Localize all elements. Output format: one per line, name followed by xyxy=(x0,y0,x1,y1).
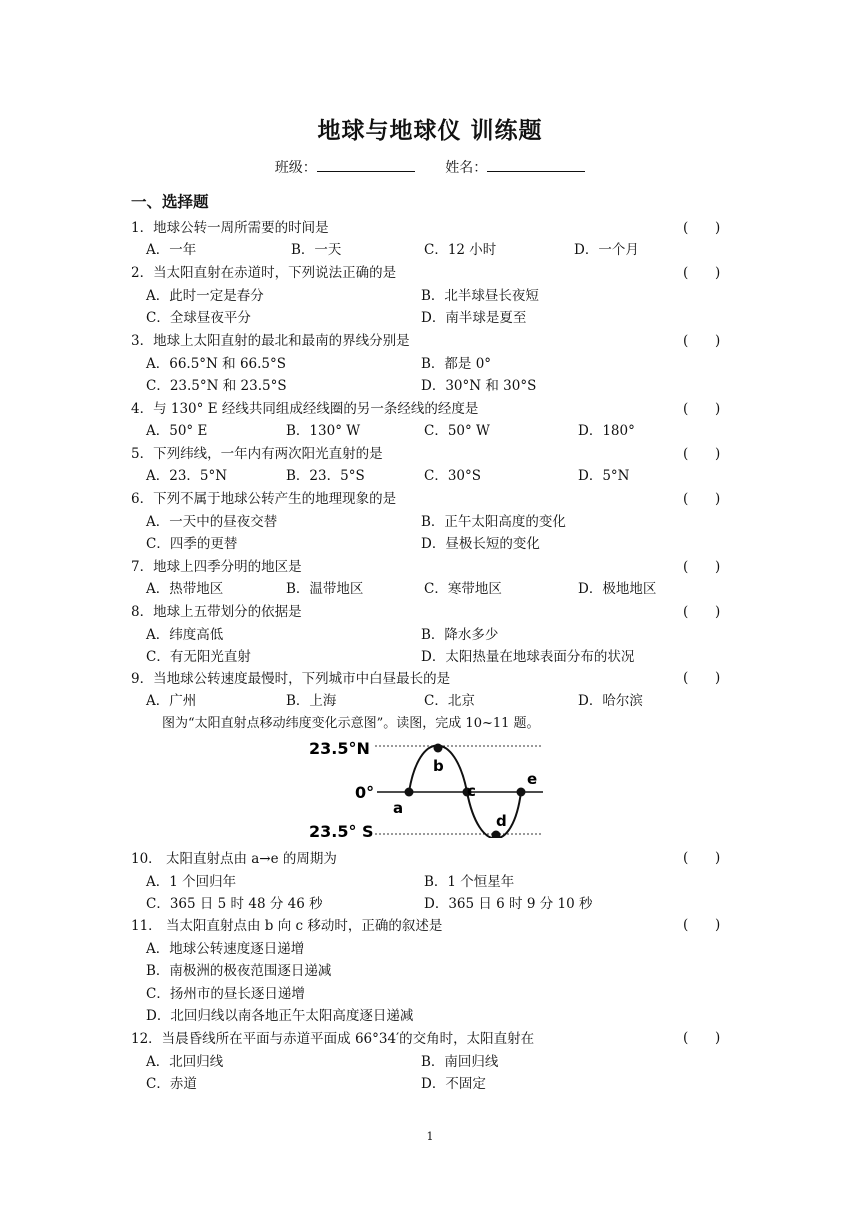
option: B．北半球昼长夜短 xyxy=(421,288,539,304)
option: B．正午太阳高度的变化 xyxy=(421,514,566,530)
answer-bracket[interactable]: ( ) xyxy=(683,1030,721,1046)
option: B．23．5°S xyxy=(286,468,365,484)
option: A．66.5°N 和 66.5°S xyxy=(146,356,287,372)
option: B．南极洲的极夜范围逐日递减 xyxy=(146,963,332,979)
option: A．此时一定是春分 xyxy=(146,288,264,304)
subsolar-point-diagram xyxy=(305,738,550,838)
label-zero: 0° xyxy=(355,783,375,802)
question-stem: 7．地球上四季分明的地区是 xyxy=(131,559,302,575)
point-a xyxy=(405,788,414,797)
option: C．四季的更替 xyxy=(146,536,238,552)
option: B．1 个恒星年 xyxy=(424,874,515,890)
question-stem: 1．地球公转一周所需要的时间是 xyxy=(131,220,329,236)
answer-bracket[interactable]: ( ) xyxy=(683,220,721,236)
point-d xyxy=(492,831,501,839)
question-stem: 5．下列纬线，一年内有两次阳光直射的是 xyxy=(131,446,383,462)
option: D．不固定 xyxy=(421,1076,486,1092)
name-label: 姓名： xyxy=(445,160,488,176)
question-stem: 2．当太阳直射在赤道时，下列说法正确的是 xyxy=(131,265,397,281)
question-stem: 8．地球上五带划分的依据是 xyxy=(131,604,302,620)
name-blank[interactable] xyxy=(487,159,585,172)
option: D．5°N xyxy=(578,468,630,484)
option: C．全球昼夜平分 xyxy=(146,310,251,326)
label-d: d xyxy=(496,812,507,830)
label-e: e xyxy=(527,770,538,788)
option: A．一天中的昼夜交替 xyxy=(146,514,278,530)
option: A．纬度高低 xyxy=(146,627,224,643)
class-label: 班级： xyxy=(274,160,317,176)
option: B．上海 xyxy=(286,693,337,709)
page-title: 地球与地球仪 训练题 xyxy=(317,118,543,144)
option: B．南回归线 xyxy=(421,1054,499,1070)
option: D．太阳热量在地球表面分布的状况 xyxy=(421,649,635,665)
option: C．扬州市的昼长逐日递增 xyxy=(146,986,305,1002)
point-e xyxy=(517,788,526,797)
section-heading: 一、选择题 xyxy=(131,193,209,211)
option: A．地球公转速度逐日递增 xyxy=(146,941,305,957)
option: C．赤道 xyxy=(146,1076,197,1092)
option: C．30°S xyxy=(424,468,482,484)
option: A．23．5°N xyxy=(146,468,228,484)
option: C．12 小时 xyxy=(424,242,497,258)
option: A．广州 xyxy=(146,693,197,709)
answer-bracket[interactable]: ( ) xyxy=(683,491,721,507)
answer-bracket[interactable]: ( ) xyxy=(683,850,721,866)
option: C．北京 xyxy=(424,693,475,709)
question-stem: 10． 太阳直射点由 a→e 的周期为 xyxy=(131,851,337,867)
option: B．都是 0° xyxy=(421,356,492,372)
label-23-5-north: 23.5°N xyxy=(309,739,370,758)
answer-bracket[interactable]: ( ) xyxy=(683,333,721,349)
option: B．130° W xyxy=(286,423,361,439)
label-a: a xyxy=(393,799,404,817)
label-b: b xyxy=(433,757,444,775)
figure-caption: 图为“太阳直射点移动纬度变化示意图”。读图，完成 10~11 题。 xyxy=(162,716,540,731)
option: D．365 日 6 时 9 分 10 秒 xyxy=(424,896,593,912)
question-stem: 9．当地球公转速度最慢时，下列城市中白昼最长的是 xyxy=(131,671,451,687)
option: C．365 日 5 时 48 分 46 秒 xyxy=(146,896,323,912)
option: D．北回归线以南各地正午太阳高度逐日递减 xyxy=(146,1008,414,1024)
option: C．有无阳光直射 xyxy=(146,649,251,665)
question-stem: 3．地球上太阳直射的最北和最南的界线分别是 xyxy=(131,333,410,349)
page-number: 1 xyxy=(426,1130,434,1143)
answer-bracket[interactable]: ( ) xyxy=(683,401,721,417)
option: A．北回归线 xyxy=(146,1054,224,1070)
option: D．极地地区 xyxy=(578,581,657,597)
label-c: c xyxy=(467,782,476,800)
question-stem: 4．与 130° E 经线共同组成经线圈的另一条经线的经度是 xyxy=(131,401,479,417)
question-stem: 12．当晨昏线所在平面与赤道平面成 66°34′的交角时，太阳直射在 xyxy=(131,1031,535,1047)
option: C．50° W xyxy=(424,423,490,439)
answer-bracket[interactable]: ( ) xyxy=(683,670,721,686)
class-name-line xyxy=(0,157,860,177)
point-b xyxy=(434,744,443,753)
option: A．1 个回归年 xyxy=(146,874,237,890)
option: B．温带地区 xyxy=(286,581,364,597)
option: D．哈尔滨 xyxy=(578,693,643,709)
option: D．30°N 和 30°S xyxy=(421,378,537,394)
option: A．热带地区 xyxy=(146,581,224,597)
option: D．一个月 xyxy=(574,242,639,258)
answer-bracket[interactable]: ( ) xyxy=(683,446,721,462)
option: D．180° xyxy=(578,423,635,439)
option: C．寒带地区 xyxy=(424,581,502,597)
question-stem: 6．下列不属于地球公转产生的地理现象的是 xyxy=(131,491,397,507)
option: B．一天 xyxy=(291,242,342,258)
answer-bracket[interactable]: ( ) xyxy=(683,917,721,933)
option: A．一年 xyxy=(146,242,197,258)
option: B．降水多少 xyxy=(421,627,499,643)
answer-bracket[interactable]: ( ) xyxy=(683,604,721,620)
option: D．南半球是夏至 xyxy=(421,310,527,326)
option: A．50° E xyxy=(146,423,208,439)
question-stem: 11． 当太阳直射点由 b 向 c 移动时，正确的叙述是 xyxy=(131,918,443,934)
answer-bracket[interactable]: ( ) xyxy=(683,559,721,575)
option: D．昼极长短的变化 xyxy=(421,536,540,552)
option: C．23.5°N 和 23.5°S xyxy=(146,378,287,394)
answer-bracket[interactable]: ( ) xyxy=(683,265,721,281)
class-blank[interactable] xyxy=(317,159,415,172)
label-23-5-south: 23.5° S xyxy=(309,822,374,838)
